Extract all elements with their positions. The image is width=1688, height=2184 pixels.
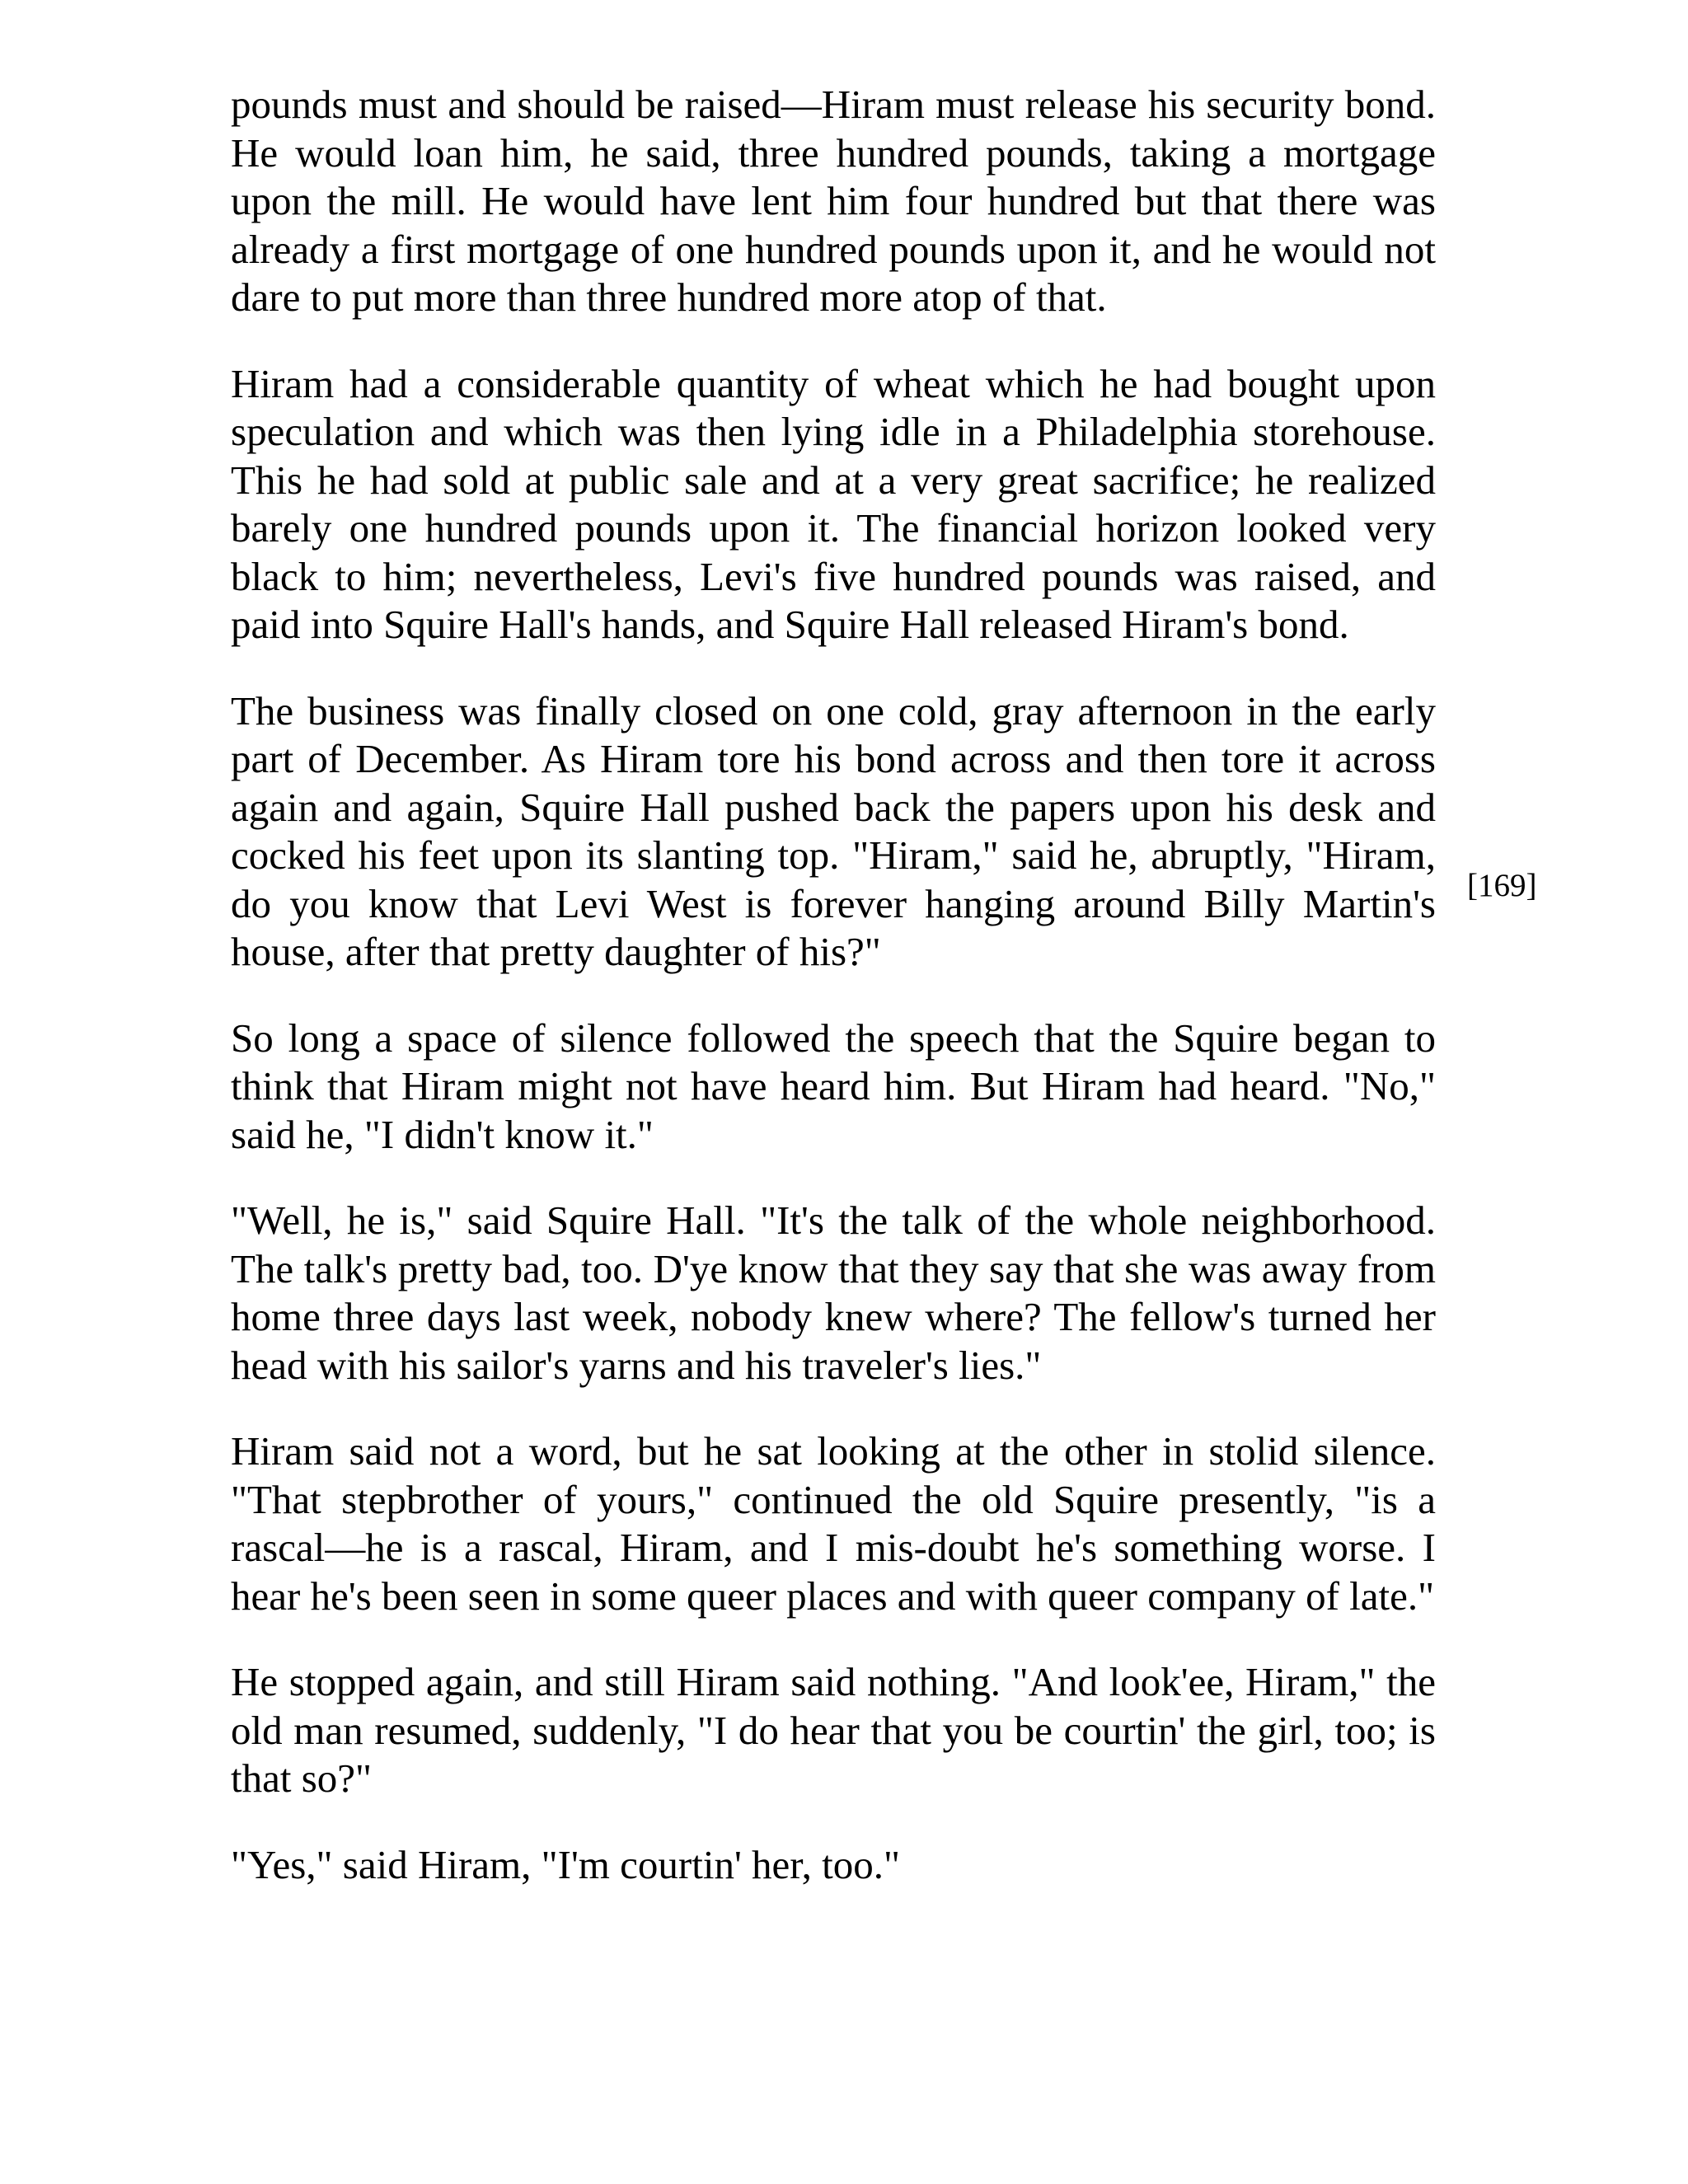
paragraph-2: Hiram had a considerable quantity of wheat which he had bought upon speculation and which was then lying idle in a Philadelphia storehouse. This he had sold at public sale and at a very great sacrifice; he realized barely one hundred pounds upon it. The financial horizon looked very black to him; nevertheless, Levi's five hundred pounds was raised, and paid into Squire Hall's hands, and Squire Hall released Hiram's bond. — [231, 360, 1436, 647]
paragraph-4: So long a space of silence followed the speech that the Squire began to think that Hiram might not have heard him. But Hiram had heard. "No," said he, "I didn't know it." — [231, 1015, 1436, 1157]
paragraph-6: Hiram said not a word, but he sat looking at the other in stolid silence. "That stepbrother of yours," continued the old Squire presently, "is a rascal—he is a rascal, Hiram, and I mis-doubt he's something worse. I hear he's been seen in some queer places and with queer company of late." — [231, 1428, 1436, 1619]
page-body — [231, 81, 1436, 1927]
page-number: [169] — [1467, 868, 1537, 903]
paragraph-7: He stopped again, and still Hiram said nothing. "And look'ee, Hiram," the old man resumed, suddenly, "I do hear that you be courtin' the girl, too; is that so?" — [231, 1659, 1436, 1801]
paragraph-5: "Well, he is," said Squire Hall. "It's the talk of the whole neighborhood. The talk's pretty bad, too. D'ye know that they say that she was away from home three days last week, nobody knew where? The fellow's turned her head with his sailor's yarns and his traveler's lies." — [231, 1197, 1436, 1388]
paragraph-8: "Yes," said Hiram, "I'm courtin' her, too." — [231, 1841, 901, 1887]
paragraph-3: The business was finally closed on one cold, gray afternoon in the early part of December. As Hiram tore his bond across and then tore it across again and again, Squire Hall pushed back the papers upon his desk and cocked his feet upon its slanting top. "Hiram," said he, abruptly, "Hiram, do you know that Levi West is forever hanging around Billy Martin's house, after that pretty daughter of his?" — [231, 687, 1436, 974]
paragraph-1: pounds must and should be raised—Hiram must release his security bond. He would loan him, he said, three hundred pounds, taking a mortgage upon the mill. He would have lent him four hundred but that there was already a first mortgage of one hundred pounds upon it, and he would not dare to put more than three hundred more atop of that. — [231, 82, 1436, 320]
